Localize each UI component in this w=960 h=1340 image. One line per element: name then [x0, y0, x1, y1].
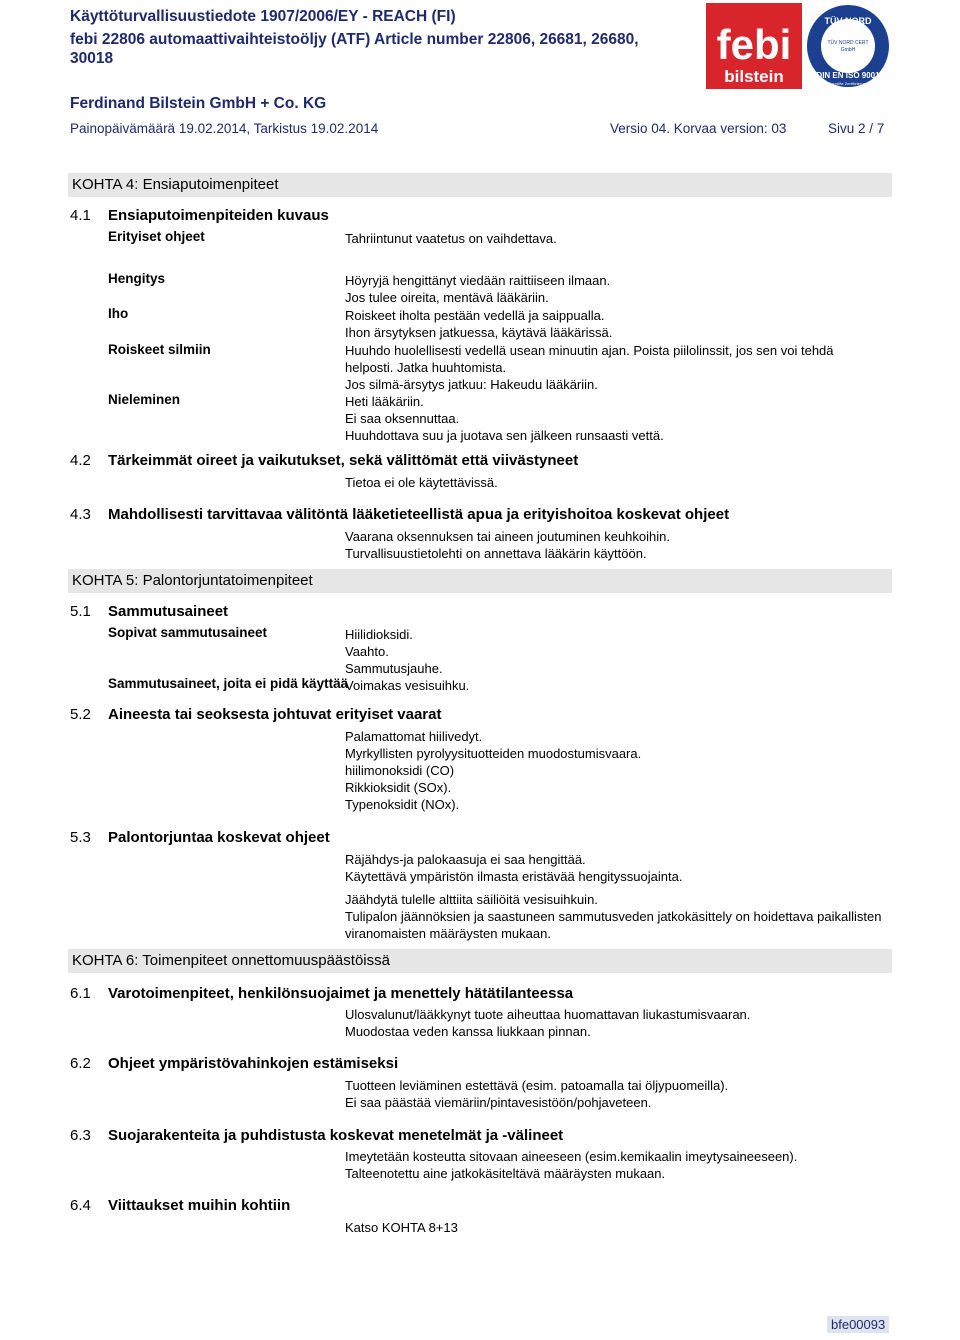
- text-line: viranomaisten määräysten mukaan.: [345, 926, 551, 941]
- text-line: Ihon ärsytyksen jatkuessa, käytävä lääkärissä.: [345, 325, 613, 340]
- eyes-text: [345, 342, 834, 393]
- subsection-6-4: [70, 1197, 290, 1214]
- text-line: Rikkioksidit (SOx).: [345, 780, 452, 795]
- badge-iso-text: DIN EN ISO 9001: [816, 71, 880, 80]
- unsuitable-text: Voimakas vesisuihku.: [345, 678, 470, 693]
- text-line: helposti. Jatka huuhtomista.: [345, 360, 507, 375]
- inhalation-label: Hengitys: [108, 271, 166, 286]
- text-line: Vaahto.: [345, 644, 389, 659]
- subsection-number: 6.4: [70, 1197, 91, 1214]
- badge-inner: [821, 19, 875, 73]
- text-line: Vaarana oksennuksen tai aineen joutuminen keuhkoihin.: [345, 529, 670, 544]
- text-line: Tuotteen leviäminen estettävä (esim. patoamalla tai öljypuomeilla).: [345, 1078, 729, 1093]
- badge-bottom-text: Geprüfte Zertifizierung: [828, 81, 868, 86]
- document-title: Käyttöturvallisuustiedote 1907/2006/EY - REACH (FI): [70, 8, 456, 25]
- logo-brand-text: febi: [716, 21, 792, 68]
- ingestion-label: Nieleminen: [108, 392, 181, 407]
- specific-label: Erityiset ohjeet: [108, 229, 205, 244]
- subsection-number: 5.2: [70, 706, 91, 723]
- text-line: Talteenotettu aine jatkokäsiteltävä määräysten mukaan.: [345, 1166, 666, 1181]
- subsection-title: Suojarakenteita ja puhdistusta koskevat menetelmät ja -välineet: [108, 1127, 564, 1144]
- text-line: Myrkyllisten pyrolyysituotteiden muodostumisvaara.: [345, 746, 642, 761]
- version-info: Versio 04. Korvaa version: 03: [610, 121, 787, 136]
- specific-text: Tahriintunut vaatetus on vaihdettava.: [345, 231, 557, 246]
- subsection-6-2: [70, 1055, 398, 1072]
- badge-top-text: TÜV NORD: [824, 16, 872, 26]
- subsection-title: Ohjeet ympäristövahinkojen estämiseksi: [108, 1055, 399, 1072]
- tuv-cert-badge: [806, 4, 890, 88]
- text-line: Höyryjä hengittänyt viedään raittiiseen ilmaan.: [345, 273, 611, 288]
- subsection-4-1: [70, 207, 329, 224]
- text-line: Roiskeet iholta pestään vedellä ja saippualla.: [345, 308, 605, 323]
- subsection-title: Palontorjuntaa koskevat ohjeet: [108, 829, 330, 846]
- subsection-number: 4.1: [70, 207, 91, 224]
- text-line: hiilimonoksidi (CO): [345, 763, 455, 778]
- s52-text: [345, 728, 641, 813]
- section-5-bar: [68, 569, 892, 593]
- text-line: Sammutusjauhe.: [345, 661, 443, 676]
- text-line: Käytettävä ympäristön ilmasta eristävää hengityssuojainta.: [345, 869, 683, 884]
- subsection-title: Aineesta tai seoksesta johtuvat erityiset vaarat: [108, 706, 442, 723]
- subsection-5-3: [70, 829, 330, 846]
- suitable-text: [345, 626, 443, 677]
- subsection-title: Viittaukset muihin kohtiin: [108, 1197, 291, 1214]
- company-name: Ferdinand Bilstein GmbH + Co. KG: [70, 95, 327, 112]
- eyes-label: Roiskeet silmiin: [108, 342, 211, 357]
- suitable-label: Sopivat sammutusaineet: [108, 625, 268, 640]
- subsection-number: 6.1: [70, 985, 91, 1002]
- subsection-number: 5.1: [70, 603, 91, 620]
- s63-text: [345, 1148, 797, 1182]
- text-line: Ei saa oksennuttaa.: [345, 411, 460, 426]
- skin-text: [345, 307, 612, 341]
- print-date: Painopäivämäärä 19.02.2014, Tarkistus 19.02.2014: [70, 121, 379, 136]
- febi-bilstein-logo: [706, 3, 802, 89]
- subsection-6-1: [70, 985, 573, 1002]
- section-4-title: KOHTA 4: Ensiaputoimenpiteet: [72, 176, 279, 193]
- text-line: Huuhdo huolellisesti vedellä usean minuutin ajan. Poista piilolinssit, jos sen voi tehdä: [345, 343, 834, 358]
- text-line: Heti lääkäriin.: [345, 394, 424, 409]
- skin-label: Iho: [108, 306, 129, 321]
- registered-mark: ®: [794, 4, 801, 14]
- subsection-title: Mahdollisesti tarvittavaa välitöntä lääketieteellistä apua ja erityishoitoa koskevat ohjeet: [108, 506, 730, 523]
- subsection-number: 6.3: [70, 1127, 91, 1144]
- subsection-5-2: [70, 706, 442, 723]
- subsection-4-2: [70, 452, 578, 469]
- logo-sub-text: bilstein: [724, 67, 784, 86]
- text-line: Räjähdys-ja palokaasuja ei saa hengittää.: [345, 852, 586, 867]
- page-number: Sivu 2 / 7: [828, 121, 885, 136]
- subsection-number: 4.3: [70, 506, 91, 523]
- badge-cert-text: TÜV NORD CERT: [827, 40, 869, 46]
- subsection-4-3: [70, 506, 729, 523]
- document-code: bfe00093: [827, 1316, 889, 1333]
- s53-text-b: [345, 891, 881, 942]
- text-line: Ulosvalunut/lääkkynyt tuote aiheuttaa huomattavan liukastumisvaaran.: [345, 1007, 751, 1022]
- inhalation-text: [345, 272, 610, 306]
- text-line: Jäähdytä tulelle alttiita säiliöitä vesisuihkuin.: [345, 892, 598, 907]
- ingestion-text: [345, 393, 664, 444]
- section-4-bar: [68, 173, 892, 197]
- s42-text: Tietoa ei ole käytettävissä.: [345, 475, 498, 490]
- text-line: Typenoksidit (NOx).: [345, 797, 460, 812]
- subsection-number: 6.2: [70, 1055, 91, 1072]
- product-name-cont: 30018: [70, 50, 114, 67]
- text-line: Turvallisuustietolehti on annettava lääkärin käyttöön.: [345, 546, 647, 561]
- s53-text-a: [345, 851, 682, 885]
- subsection-title: Sammutusaineet: [108, 603, 229, 620]
- subsection-number: 4.2: [70, 452, 91, 469]
- subsection-5-1: [70, 603, 228, 620]
- subsection-6-3: [70, 1127, 563, 1144]
- section-6-bar: [68, 949, 892, 973]
- badge-gmbh-text: GmbH: [840, 47, 856, 53]
- subsection-number: 5.3: [70, 829, 91, 846]
- section-5-title: KOHTA 5: Palontorjuntatoimenpiteet: [72, 572, 313, 589]
- product-name: febi 22806 automaattivaihteistoöljy (ATF) Article number 22806, 26681, 26680,: [70, 31, 639, 48]
- text-line: Ei saa päästää viemäriin/pintavesistöön/pohjaveteen.: [345, 1095, 652, 1110]
- section-6-title: KOHTA 6: Toimenpiteet onnettomuuspäästöissä: [72, 952, 390, 969]
- text-line: Palamattomat hiilivedyt.: [345, 729, 483, 744]
- text-line: Jos tulee oireita, mentävä lääkäriin.: [345, 290, 549, 305]
- text-line: Imeytetään kosteutta sitovaan aineeseen (esim.kemikaalin imeytysaineeseen).: [345, 1149, 798, 1164]
- subsection-title: Tärkeimmät oireet ja vaikutukset, sekä välittömät että viivästyneet: [108, 452, 579, 469]
- text-line: Hiilidioksidi.: [345, 627, 413, 642]
- text-line: Huuhdottava suu ja juotava sen jälkeen runsaasti vettä.: [345, 428, 664, 443]
- text-line: Tulipalon jäännöksien ja saastuneen sammutusveden jatkokäsittely on hoidettava paikallisten: [345, 909, 882, 924]
- subsection-title: Varotoimenpiteet, henkilönsuojaimet ja menettely hätätilanteessa: [108, 985, 574, 1002]
- s64-text: Katso KOHTA 8+13: [345, 1220, 458, 1235]
- s61-text: [345, 1006, 750, 1040]
- s43-text: [345, 528, 670, 562]
- text-line: Muodostaa veden kanssa liukkaan pinnan.: [345, 1024, 591, 1039]
- s62-text: [345, 1077, 728, 1111]
- unsuitable-label: Sammutusaineet, joita ei pidä käyttää: [108, 676, 349, 691]
- subsection-title: Ensiaputoimenpiteiden kuvaus: [108, 207, 329, 224]
- text-line: Jos silmä-ärsytys jatkuu: Hakeudu lääkäriin.: [345, 377, 598, 392]
